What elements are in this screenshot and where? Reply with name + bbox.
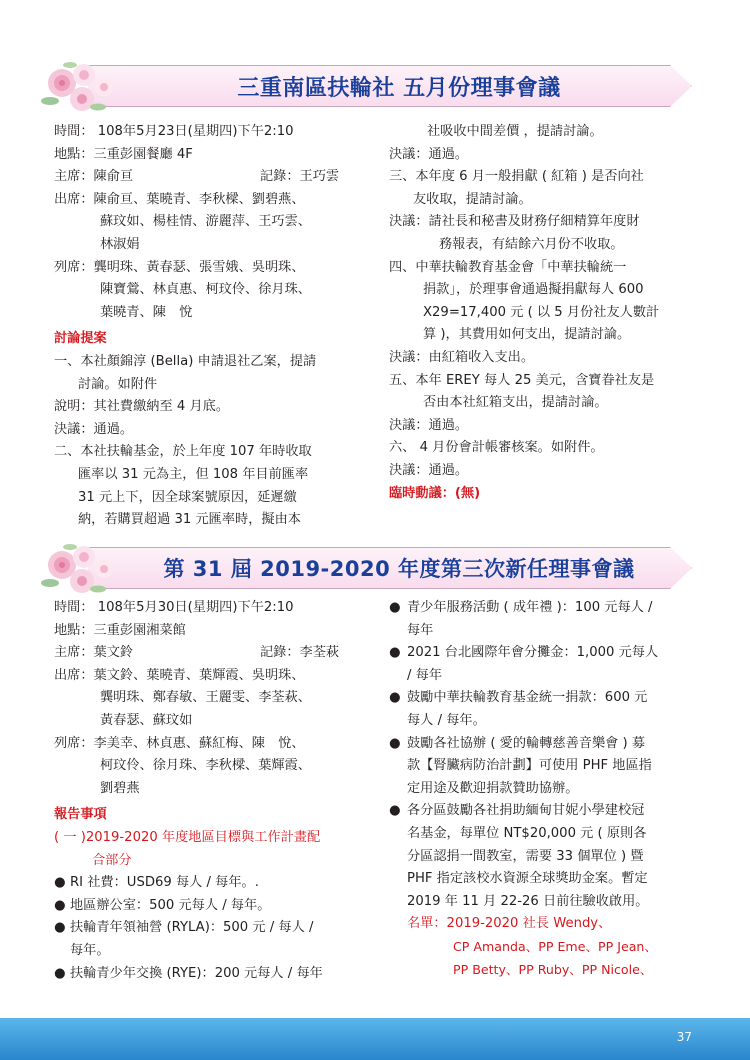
list-item: ● 各分區鼓勵各社捐助緬甸甘妮小學建校冠 bbox=[389, 800, 709, 823]
proposal-4: 捐款」，於理事會通過擬捐獻每人 600 bbox=[423, 282, 644, 298]
resolution: 務報表，有結餘六月份不收取。 bbox=[439, 236, 624, 252]
list-item: ● 地區辦公室：500 元每人 / 每年。 bbox=[54, 895, 372, 918]
section2-left-column bbox=[54, 597, 372, 985]
chair: 主席：陳俞亘 bbox=[54, 169, 134, 185]
list-item: ● 2021 台北國際年會分攤金：1,000 元每人 bbox=[389, 642, 709, 665]
proposal-5: 五、本年 EREY 每人 25 美元，含寶眷社友是 bbox=[389, 372, 655, 388]
bullet-icon: ● bbox=[389, 803, 401, 819]
extempore-motion: 臨時動議：(無) bbox=[389, 485, 481, 501]
observers: 柯玟伶、徐月珠、李秋樑、葉輝霞、 bbox=[100, 758, 311, 774]
list-item: ● 鼓勵各社協辦 ( 愛的輪轉慈善音樂會 ) 募 bbox=[389, 733, 709, 756]
proposal-2: 納，若購買超過 31 元匯率時，擬由本 bbox=[78, 512, 301, 528]
section-banner bbox=[0, 539, 750, 595]
meeting-time: 時間： 108年5月23日(星期四)下午2:10 bbox=[54, 124, 294, 139]
report-subheading: ( 一 )2019-2020 年度地區目標與工作計畫配 bbox=[54, 829, 321, 845]
proposal-2: 社吸收中間差價 ，提請討論。 bbox=[427, 124, 603, 139]
page-number: 37 bbox=[676, 1030, 692, 1044]
recorder: 記錄：王巧雲 bbox=[260, 169, 340, 185]
list-item-continued: 每年。 bbox=[70, 942, 110, 958]
resolution: 決議：通過。 bbox=[54, 421, 134, 437]
meeting-time: 時間： 108年5月30日(星期四)下午2:10 bbox=[54, 600, 294, 615]
proposal-1: 一、本社顏錦淳 (Bella) 申請退社乙案，提請 bbox=[54, 353, 317, 369]
list-item: ● 鼓勵中華扶輪教育基金統一捐款：600 元 bbox=[389, 687, 709, 710]
section1-left-column bbox=[54, 121, 372, 532]
recorder: 記錄：李荃萩 bbox=[260, 645, 340, 661]
meeting-place: 地點：三重彭園湘菜館 bbox=[54, 622, 186, 638]
list-item: ● 扶輪青年領袖營 (RYLA)：500 元 / 每人 / bbox=[54, 917, 372, 940]
report-subheading: 合部分 bbox=[92, 852, 132, 868]
proposal-4: 算 )，其費用如何支出，提請討論。 bbox=[423, 327, 631, 343]
proposal-1: 討論。如附件 bbox=[78, 376, 158, 392]
explanation: 說明：其社費繳納至 4 月底。 bbox=[54, 399, 230, 415]
bullet-icon: ● bbox=[389, 690, 401, 706]
bullet-icon: ● bbox=[54, 897, 66, 913]
section2-right-column bbox=[389, 597, 709, 981]
observers: 列席：李美幸、林貞惠、蘇紅梅、陳 悅、 bbox=[54, 735, 305, 751]
list-item: ● RI 社費：USD69 每人 / 每年。. bbox=[54, 872, 372, 895]
section-title: 第 31 屆 2019-2020 年度第三次新任理事會議 bbox=[163, 557, 635, 581]
page-footer bbox=[0, 1018, 750, 1060]
list-item-continued: 每年 bbox=[407, 622, 434, 638]
name-list: CP Amanda、PP Eme、PP Jean、 bbox=[453, 938, 657, 954]
discussion-heading: 討論提案 bbox=[54, 331, 107, 347]
observers: 列席：龔明珠、黃春瑟、張雪娥、吳明珠、 bbox=[54, 259, 305, 275]
proposal-4: 四、中華扶輪教育基金會「中華扶輪統一 bbox=[389, 259, 627, 275]
name-list: 名單：2019-2020 社長 Wendy、 bbox=[407, 916, 612, 932]
attendees: 出席：葉文鈴、葉曉青、葉輝霞、吳明珠、 bbox=[54, 667, 305, 683]
proposal-5: 否由本社紅箱支出，提請討論。 bbox=[423, 395, 608, 411]
section-banner bbox=[0, 57, 750, 113]
flower-decoration-icon bbox=[40, 539, 140, 597]
section-title: 三重南區扶輪社 五月份理事會議 bbox=[237, 75, 561, 101]
attendees: 林淑娟 bbox=[100, 236, 140, 252]
bullet-icon: ● bbox=[54, 920, 66, 936]
list-item-continued: 每人 / 每年。 bbox=[407, 712, 486, 728]
bullet-icon: ● bbox=[389, 735, 401, 751]
bullet-icon: ● bbox=[389, 645, 401, 661]
resolution: 決議：由紅箱收入支出。 bbox=[389, 349, 535, 365]
proposal-4: X29=17,400 元 ( 以 5 月份社友人數計 bbox=[423, 304, 660, 320]
proposal-2: 二、本社扶輪基金，於上年度 107 年時收取 bbox=[54, 444, 312, 460]
attendees: 黃春瑟、蘇玟如 bbox=[100, 712, 193, 728]
proposal-2: 匯率以 31 元為主，但 108 年目前匯率 bbox=[78, 466, 309, 482]
resolution: 決議：通過。 bbox=[389, 462, 469, 478]
observers: 劉碧燕 bbox=[100, 780, 140, 796]
name-list: PP Betty、PP Ruby、PP Nicole、 bbox=[453, 961, 653, 977]
flower-decoration-icon bbox=[40, 57, 140, 115]
list-item-continued: / 每年 bbox=[407, 667, 443, 683]
list-item-continued: PHF 指定該校水資源全球獎助金案。暫定 bbox=[407, 871, 648, 887]
chair-recorder bbox=[54, 166, 372, 189]
report-heading: 報告事項 bbox=[54, 807, 107, 823]
chair: 主席：葉文鈴 bbox=[54, 645, 134, 661]
proposal-3: 友收取，提請討論。 bbox=[413, 191, 532, 207]
bullet-icon: ● bbox=[54, 965, 66, 981]
attendees: 出席：陳俞亘、葉曉青、李秋樑、劉碧燕、 bbox=[54, 191, 305, 207]
proposal-2: 31 元上下，因全球案號原因，延遲繳 bbox=[78, 489, 297, 505]
bullet-icon: ● bbox=[389, 600, 401, 615]
bullet-icon: ● bbox=[54, 875, 66, 891]
list-item-continued: 款【腎臟病防治計劃】可使用 PHF 地區指 bbox=[407, 758, 652, 774]
attendees: 蘇玟如、楊桂情、游麗萍、王巧雲、 bbox=[100, 214, 311, 230]
resolution: 決議：通過。 bbox=[389, 417, 469, 433]
proposal-6: 六、 4 月份會計帳審核案。如附件。 bbox=[389, 440, 604, 456]
list-item-continued: 2019 年 11 月 22-26 日前往驗收啟用。 bbox=[407, 893, 649, 909]
list-item: ● 扶輪青少年交換 (RYE)：200 元每人 / 每年 bbox=[54, 963, 372, 986]
attendees: 龔明珠、鄭春敏、王麗雯、李荃萩、 bbox=[100, 690, 311, 706]
list-item-continued: 名基金，每單位 NT$20,000 元 ( 原則各 bbox=[407, 825, 647, 841]
list-item: ● 青少年服務活動 ( 成年禮 )：100 元每人 / bbox=[389, 597, 709, 620]
list-item-continued: 分區認捐一間教室，需要 33 個單位 ) 暨 bbox=[407, 848, 644, 864]
list-item-continued: 定用途及歡迎捐款贊助協辦。 bbox=[407, 780, 579, 796]
proposal-3: 三、本年度 6 月一般捐獻 ( 紅箱 ) 是否向社 bbox=[389, 169, 644, 185]
chair-recorder bbox=[54, 642, 372, 665]
section1-right-column bbox=[389, 121, 709, 505]
resolution: 決議：請社長和秘書及財務仔細精算年度財 bbox=[389, 214, 640, 230]
observers: 葉曉青、陳 悅 bbox=[100, 304, 193, 320]
meeting-place: 地點：三重彭園餐廳 4F bbox=[54, 146, 193, 162]
observers: 陳寶鶯、林貞惠、柯玟伶、徐月珠、 bbox=[100, 282, 311, 298]
resolution: 決議：通過。 bbox=[389, 146, 469, 162]
